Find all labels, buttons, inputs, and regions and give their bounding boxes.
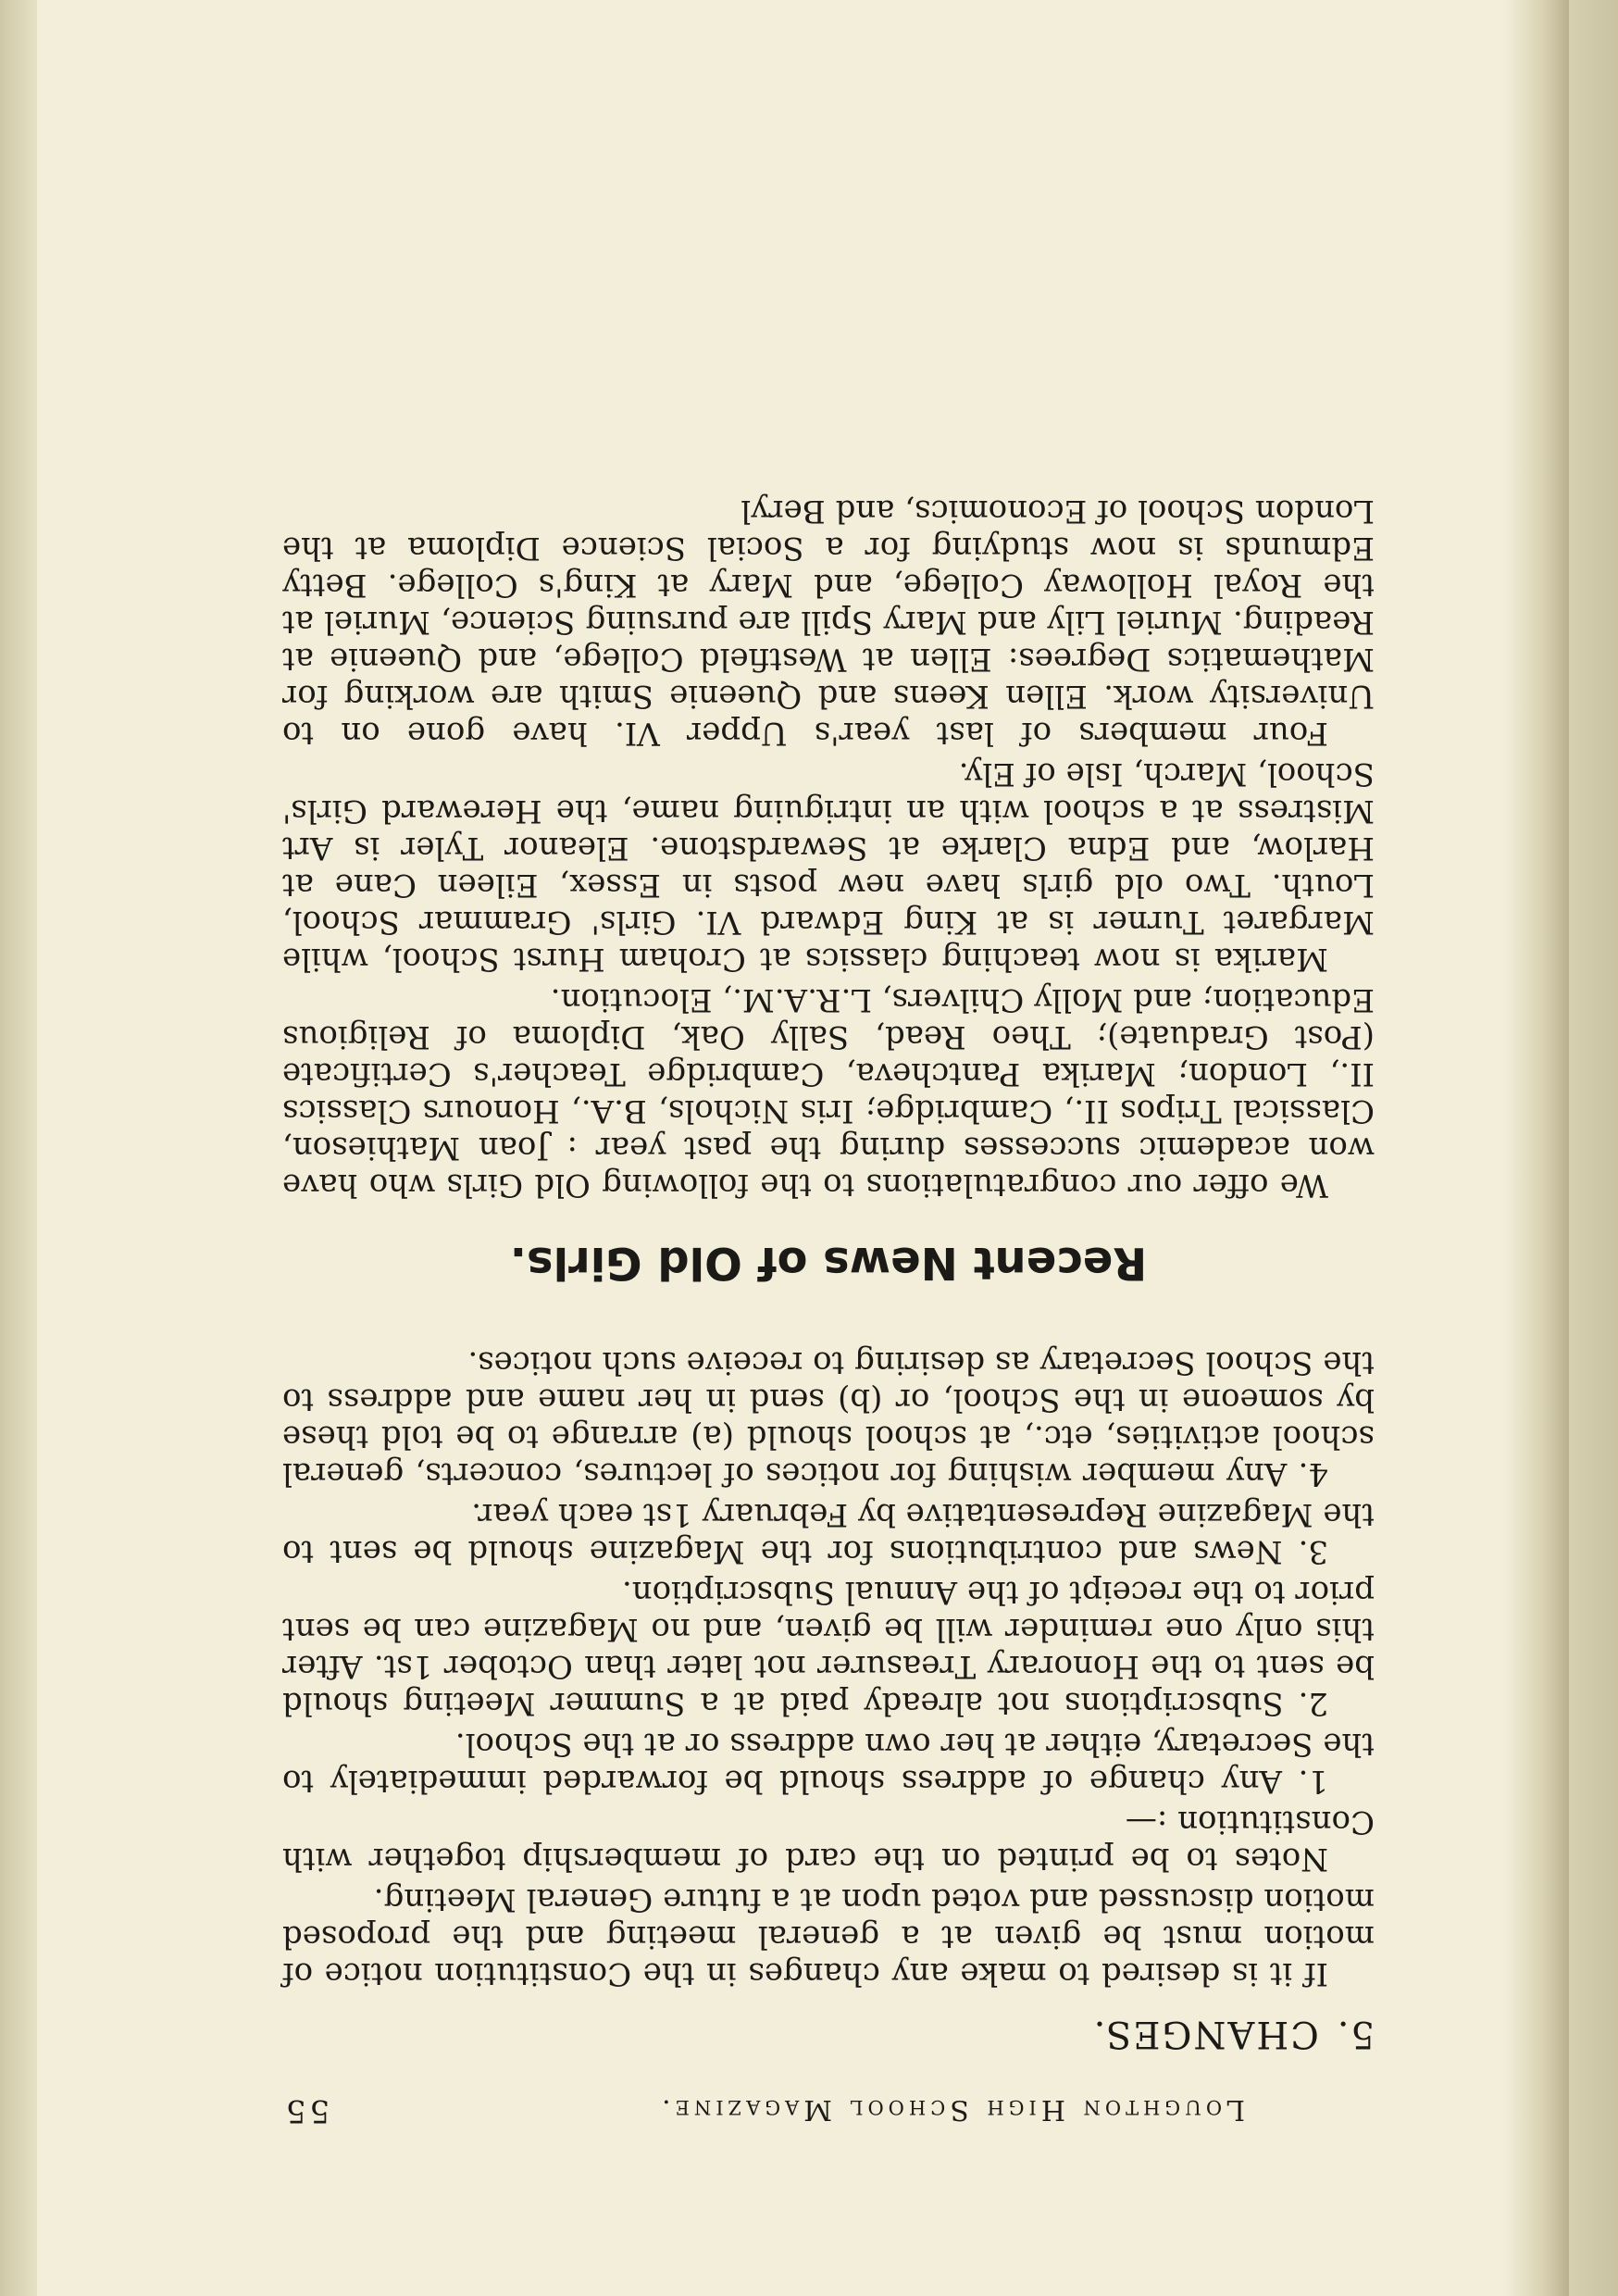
page-content-upside-down	[282, 139, 1375, 2129]
section-number: 5.	[1335, 2013, 1375, 2055]
section-heading	[282, 2013, 1375, 2055]
running-title: Loughton High School Magazine.	[657, 2093, 1245, 2126]
paragraph-news-2: Marika is now teaching classics at Croham Hurst School, while Margaret Turner is at King Edward VI. Girls' Grammar School, Louth. Two old girls have new posts in Essex, Eileen Cane at Harlow, and Edna Clarke at Sewardstone. Eleanor Tyler is Art Mistress at a school with an intriguing name, the Hereward Girls' School, March, Isle of Ely.	[282, 755, 1375, 978]
binding-gutter	[1504, 0, 1569, 2296]
page-sheet	[37, 0, 1569, 2296]
paragraph-note-4: 4. Any member wishing for notices of lectures, concerts, general school activities, etc., at school should (a) arrange to be told these by someone in the School, or (b) send in her name and address to the School Secretary as desiring to receive such notices.	[282, 1344, 1375, 1492]
running-head	[282, 2092, 1375, 2129]
paragraph-note-2: 2. Subscriptions not already paid at a Summer Meeting should be sent to the Honorary Treasurer not later than October 1st. After this only one reminder will be given, and no Magazine can be sent prior to the receipt of the Annual Subscription.	[282, 1574, 1375, 1722]
page-number: 55	[282, 2092, 330, 2129]
section-title: CHANGES.	[1091, 2013, 1319, 2055]
paragraph-notes-intro: Notes to be printed on the card of membership together with Constitution :—	[282, 1803, 1375, 1878]
news-title: Recent News of Old Girls.	[509, 1237, 1148, 1289]
paragraph-news-1: We offer our congratulations to the following Old Girls who have won academic successes during the past year : Joan Mathieson, Classical Tripos II., Cambridge; Iris Nichols, B.A., Honours Classics II., London; Marika Pantcheva, Cambridge Teacher's Certificate (Post Graduate); Theo Read, Sally Oak, Diploma of Religious Education; and Molly Chilvers, L.R.A.M., Elocution.	[282, 981, 1375, 1204]
paragraph-note-1: 1. Any change of address should be forwarded immediately to the Secretary, either at her own address or at the School.	[282, 1726, 1375, 1800]
paragraph-news-3: Four members of last year's Upper VI. have gone on to University work. Ellen Keens and Queenie Smith are working for Mathematics Degrees: Ellen at Westfield College, and Queenie at Reading. Muriel Lily and Mary Spill are pursuing Science, Muriel at the Royal Holloway College, and Mary at King's College. Betty Edmunds is now studying for a Social Science Diploma at the London School of Economics, and Beryl	[282, 493, 1375, 752]
paragraph-note-3: 3. News and contributions for the Magazine should be sent to the Magazine Representative by February 1st each year.	[282, 1496, 1375, 1570]
paragraph-changes-intro: If it is desired to make any changes in the Constitution notice of motion must be given at a general meeting and the proposed motion discussed and voted upon at a future General Meeting.	[282, 1881, 1375, 1992]
